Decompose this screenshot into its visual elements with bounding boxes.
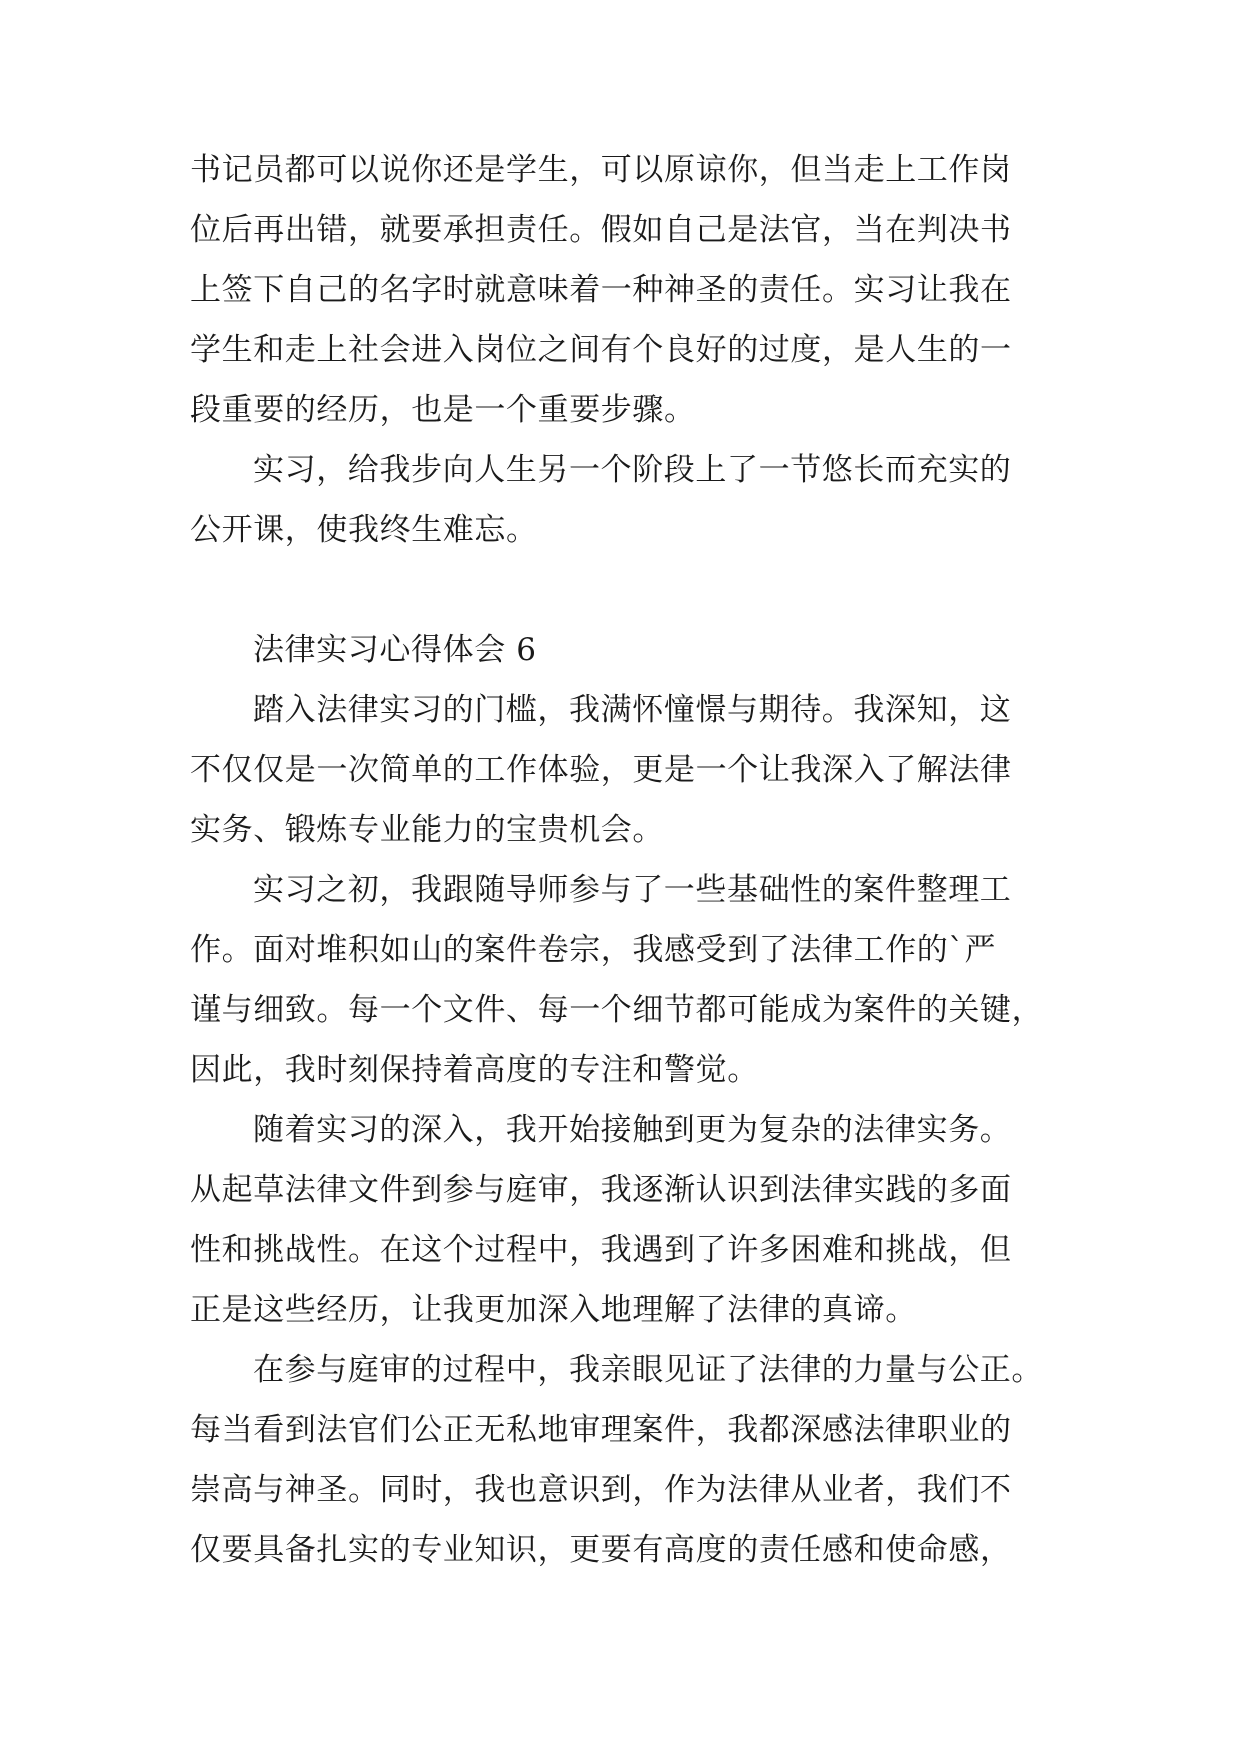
text-line: 实习，给我步向人生另一个阶段上了一节悠长而充实的 bbox=[253, 452, 1012, 488]
text-line: 每当看到法官们公正无私地审理案件，我都深感法律职业的 bbox=[190, 1412, 1012, 1448]
text-line: 性和挑战性。在这个过程中，我遇到了许多困难和挑战，但 bbox=[190, 1232, 1012, 1268]
text-line: 在参与庭审的过程中，我亲眼见证了法律的力量与公正。 bbox=[253, 1352, 1043, 1388]
text-line: 谨与细致。每一个文件、每一个细节都可能成为案件的关键， bbox=[190, 992, 1044, 1028]
text-line: 公开课，使我终生难忘。 bbox=[190, 512, 538, 548]
text-line: 踏入法律实习的门槛，我满怀憧憬与期待。我深知，这 bbox=[253, 692, 1012, 728]
text-line: 不仅仅是一次简单的工作体验，更是一个让我深入了解法律 bbox=[190, 752, 1012, 788]
text-line: 实习之初，我跟随导师参与了一些基础性的案件整理工 bbox=[253, 872, 1012, 908]
text-line: 位后再出错，就要承担责任。假如自己是法官，当在判决书 bbox=[190, 212, 1012, 248]
section-heading: 法律实习心得体会 6 bbox=[253, 632, 537, 668]
text-line: 仅要具备扎实的专业知识，更要有高度的责任感和使命感， bbox=[190, 1532, 1012, 1568]
text-line: 书记员都可以说你还是学生，可以原谅你，但当走上工作岗 bbox=[190, 152, 1012, 188]
text-line: 学生和走上社会进入岗位之间有个良好的过度，是人生的一 bbox=[190, 332, 1012, 368]
text-line: 崇高与神圣。同时，我也意识到，作为法律从业者，我们不 bbox=[190, 1472, 1012, 1508]
text-line: 实务、锻炼专业能力的宝贵机会。 bbox=[190, 812, 664, 848]
text-line: 作。面对堆积如山的案件卷宗，我感受到了法律工作的`严 bbox=[190, 932, 997, 968]
text-line: 正是这些经历，让我更加深入地理解了法律的真谛。 bbox=[190, 1292, 917, 1328]
text-line: 因此，我时刻保持着高度的专注和警觉。 bbox=[190, 1052, 759, 1088]
text-line: 从起草法律文件到参与庭审，我逐渐认识到法律实践的多面 bbox=[190, 1172, 1012, 1208]
text-line: 段重要的经历，也是一个重要步骤。 bbox=[190, 392, 696, 428]
text-line: 随着实习的深入，我开始接触到更为复杂的法律实务。 bbox=[253, 1112, 1012, 1148]
text-line: 上签下自己的名字时就意味着一种神圣的责任。实习让我在 bbox=[190, 272, 1012, 308]
